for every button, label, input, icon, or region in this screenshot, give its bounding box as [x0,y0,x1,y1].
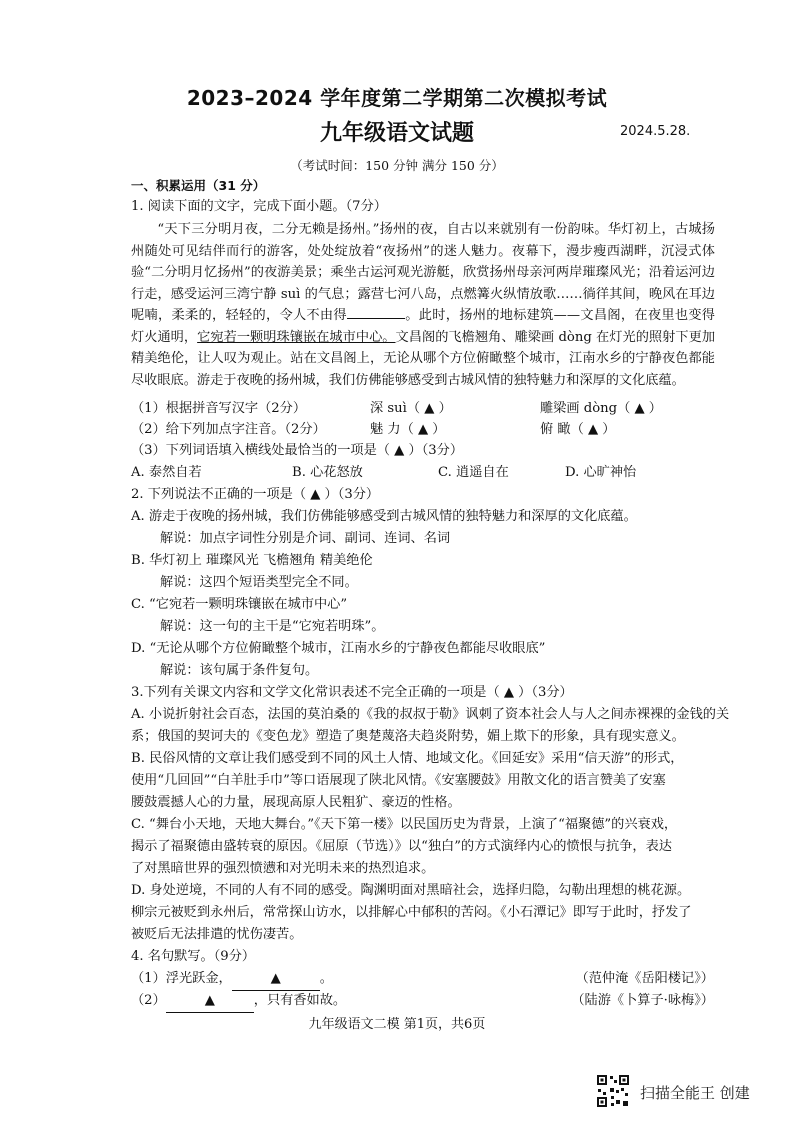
q2-option-a-note: 解说：加点字词性分别是介词、副词、连词、名词 [160,531,451,546]
qr-code-icon [596,1074,630,1108]
q1-option-d: D. 心旷神怡 [565,465,637,480]
q3-b-line1: B. 民俗风情的文章让我们感受到不同的风土人情、地域文化。《回延安》采用“信天游”的形式， [131,751,684,766]
q4-line2-text: ，只有香如故。 [253,993,347,1008]
q4-line1-blank [232,968,320,991]
passage-part-c: 文昌阁的飞檐翘角、雕梁画 dòng 在灯光的照射下更加精美绝伦，让人叹为观止。站在文昌阁上，无论从哪个方位俯瞰整个城市，江南水乡的宁静夜色都能尽收眼底。游走于夜晚的扬州城，我们仿佛能够感受到古城风情的独特魅力和深厚的文化底蕴。 [131,329,716,388]
scanner-watermark: 扫描全能王 创建 [640,1084,750,1102]
q4-line2-label: （2） [131,993,166,1008]
q4-line2-source: （陆游《卜算子·咏梅》） [571,993,714,1008]
exam-meta: （考试时间：150 分钟 满分 150 分） [290,158,504,173]
q2-option-c-note: 解说：这一句的主干是“它宛若明珠”。 [160,619,385,634]
q3-a-line2: 系；俄国的契诃夫的《变色龙》塑造了奥楚蔑洛夫趋炎附势，媚上欺下的形象，具有现实意义。 [131,729,685,744]
q1-option-a: A. 泰然自若 [131,465,202,480]
q2-option-b-note: 解说：这四个短语类型完全不同。 [160,575,358,590]
q1-sub1-b: 雕梁画 dòng（ ▲ ） [540,401,662,416]
q2-stem: 2. 下列说法不正确的一项是（ ▲ ）（3分） [131,487,380,502]
q1-passage [131,219,715,391]
q1-sub3: （3）下列词语填入横线处最恰当的一项是（ ▲ ）（3分） [131,443,464,458]
q1-stem: 1. 阅读下面的文字，完成下面小题。（7分） [131,199,387,214]
q3-a-line1: A. 小说折射社会百态，法国的莫泊桑的《我的叔叔于勒》讽刺了资本社会人与人之间赤裸裸的金钱的关 [131,707,730,722]
q3-stem: 3.下列有关课文内容和文学文化常识表述不完全正确的一项是（ ▲ ）（3分） [131,685,573,700]
passage-underlined-sentence: 它宛若一颗明珠镶嵌在城市中心。 [197,329,396,345]
q2-option-d-note: 解说：该句属于条件复句。 [160,663,319,678]
q4-line1-text: （1）浮光跃金， [131,971,232,986]
q3-b-line3: 腰鼓震撼人心的力量，展现高原人民粗犷、豪迈的性格。 [131,795,461,810]
q3-c-line3: 了对黑暗世界的强烈愤懑和对光明未来的热烈追求。 [131,861,435,876]
q2-option-b: B. 华灯初上 璀璨风光 飞檐翘角 精美绝伦 [131,553,373,568]
q4-line1-source: （范仲淹《岳阳楼记》） [575,971,714,986]
q4-line2-marker: ▲ [204,993,215,1008]
q4-line2-blank [166,990,254,1013]
q1-option-c: C. 逍遥自在 [438,465,509,480]
exam-title: 2023–2024 学年度第二学期第二次模拟考试 [186,86,608,110]
q1-sub2-a: 魅 力（ ▲ ） [370,422,446,437]
q1-sub1-label: （1）根据拼音写汉字（2分） [131,401,307,416]
passage-part-b: 。此时，扬州的地标建筑——文昌阁，在夜里也变得灯火通明， [131,308,715,345]
q4-stem: 4. 名句默写。（9分） [131,949,256,964]
q3-c-line2: 揭示了福聚德由盛转衰的原因。《屈原（节选）》以“独白”的方式演绎内心的愤恨与抗争，表达 [131,839,672,854]
q4-line1: （1）浮光跃金， ▲ 。 [131,968,333,991]
q2-option-d: D. “无论从哪个方位俯瞰整个城市，江南水乡的宁静夜色都能尽收眼底” [131,641,546,656]
q1-option-b: B. 心花怒放 [292,465,363,480]
q1-sub2-b: 俯 瞰（ ▲ ） [540,422,616,437]
q1-sub1-a: 深 suì（ ▲ ） [370,401,452,416]
q3-d-line2: 柳宗元被贬到永州后，常常探山访水，以排解心中郁积的苦闷。《小石潭记》即写于此时，抒发了 [131,905,692,920]
q3-d-line3: 被贬后无法排遣的忧伤凄苦。 [131,927,303,942]
q3-b-line2: 使用“几回回”“白羊肚手巾”等口语展现了陕北风情。《安塞腰鼓》用散文化的语言赞美了安塞 [131,773,666,788]
passage-blank [347,306,405,319]
exam-subtitle: 九年级语文试题 [319,121,474,146]
q2-option-c: C. “它宛若一颗明珠镶嵌在城市中心” [131,597,348,612]
exam-date: 2024.5.28. [620,124,691,139]
section-heading: 一、积累运用（31 分） [131,178,266,193]
q2-option-a: A. 游走于夜晚的扬州城，我们仿佛能够感受到古城风情的独特魅力和深厚的文化底蕴。 [131,509,637,524]
q3-d-line1: D. 身处逆境，不同的人有不同的感受。陶渊明面对黑暗社会，选择归隐，勾勒出理想的桃花源。 [131,883,691,898]
q4-line2 [131,990,346,1013]
page-footer: 九年级语文二模 第1页，共6页 [308,1017,486,1032]
q1-sub2-label: （2）给下列加点字注音。（2分） [131,422,326,437]
q4-line1-marker: ▲ [270,971,281,986]
q3-c-line1: C. “舞台小天地，天地大舞台。”《天下第一楼》以民国历史为背景，上演了“福聚德”的兴衰戏， [131,817,678,832]
passage-part-a: “天下三分明月夜，二分无赖是扬州。”扬州的夜，自古以来就别有一份韵味。华灯初上，古城扬州随处可见结伴而行的游客，处处绽放着“夜扬州”的迷人魅力。夜幕下，漫步瘦西湖畔，沉浸式体验“二分明月忆扬州”的夜游美景；乘坐古运河观光游艇，欣赏扬州母亲河两岸璀璨风光；沿着运河边行走，感受运河三湾宁静 suì 的气息；露营七河八岛，点燃篝火纵情放歌……徜徉其间，晚风在耳边呢喃，柔柔的，轻轻的，令人不由得 [131,222,715,323]
